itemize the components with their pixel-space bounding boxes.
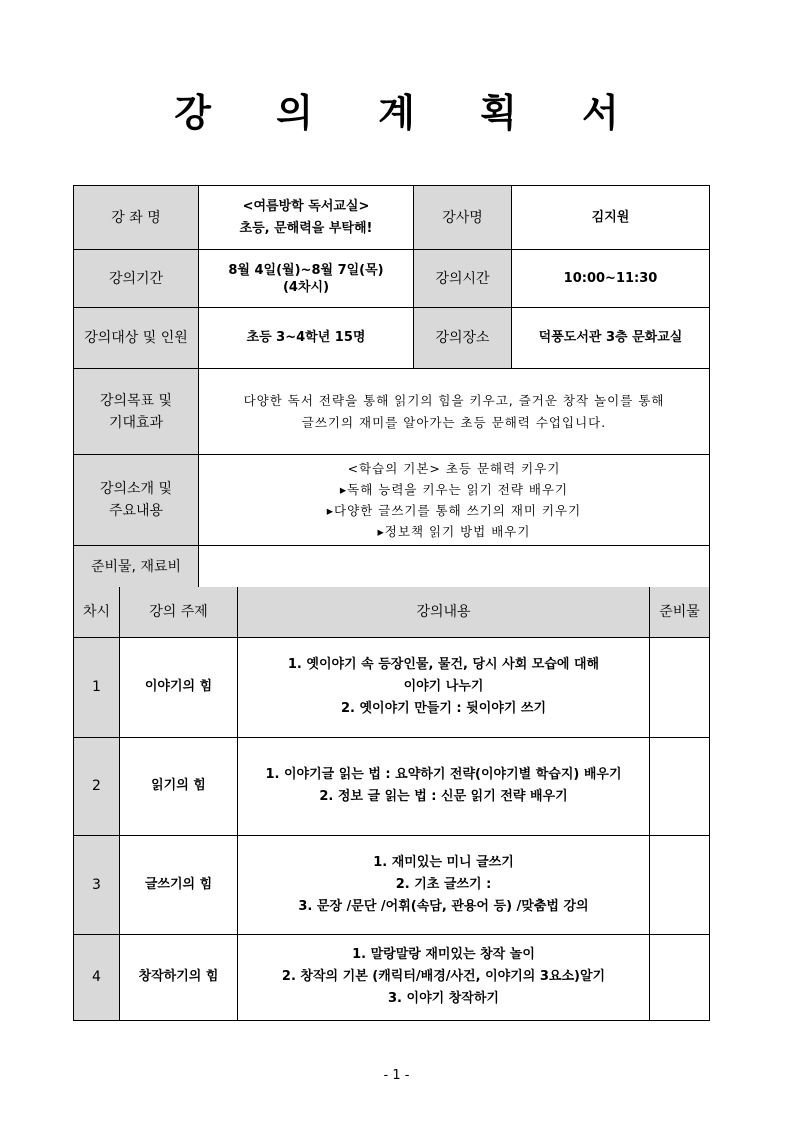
page-number: - 1 - <box>383 1068 410 1083</box>
content-line: 이야기 나누기 <box>403 679 484 694</box>
goal-label-line1: 강의목표 및 <box>99 392 173 409</box>
table-row <box>74 835 710 934</box>
content-line: 1. 옛이야기 속 등장인물, 물건, 당시 사회 모습에 대해 <box>287 657 600 672</box>
session-topic: 이야기의 힘 <box>120 637 238 737</box>
content-line: 1. 말랑말랑 재미있는 창작 놀이 <box>352 947 535 962</box>
intro-line: ▸다양한 글쓰기를 통해 쓰기의 재미 키우기 <box>326 503 582 518</box>
session-content <box>238 835 650 934</box>
course-name-value <box>199 186 414 250</box>
intro-label-line1: 강의소개 및 <box>99 481 173 497</box>
session-materials <box>650 637 710 737</box>
instructor-value: 김지원 <box>512 186 710 250</box>
goal-label <box>74 369 199 455</box>
session-number: 3 <box>74 835 120 934</box>
content-line: 3. 문장 /문단 /어휘(속담, 관용어 등) /맞춤법 강의 <box>298 898 589 914</box>
goal-line2: 글쓰기의 재미를 알아가는 초등 문해력 수업입니다. <box>301 414 607 430</box>
session-materials <box>650 835 710 934</box>
period-label: 강의기간 <box>74 250 199 308</box>
plan-materials-header: 준비물 <box>650 587 710 637</box>
session-topic: 읽기의 힘 <box>120 737 238 835</box>
time-label: 강의시간 <box>414 250 512 308</box>
course-name-line1: <여름방학 독서교실> <box>242 198 370 214</box>
session-content <box>238 637 650 737</box>
content-line: 1. 이야기글 읽는 법 : 요약하기 전략(이야기별 학습지) 배우기 <box>265 767 622 782</box>
session-topic: 글쓰기의 힘 <box>120 835 238 934</box>
session-number: 1 <box>74 637 120 737</box>
content-header: 강의내용 <box>238 587 650 637</box>
session-topic: 창작하기의 힘 <box>120 934 238 1020</box>
content-line: 2. 창작의 기본 (캐릭터/배경/사건, 이야기의 3요소)알기 <box>281 969 606 984</box>
table-row <box>74 737 710 835</box>
table-row <box>74 637 710 737</box>
session-content <box>238 934 650 1020</box>
period-line1: 8월 4일(월)~8월 7일(목) <box>228 262 384 278</box>
course-info-table <box>73 185 710 588</box>
location-value: 덕풍도서관 3층 문화교실 <box>512 308 710 369</box>
instructor-label: 강사명 <box>414 186 512 250</box>
content-line: 3. 이야기 창작하기 <box>388 991 499 1006</box>
intro-value <box>199 455 710 546</box>
intro-line: <학습의 기본> 초등 문해력 키우기 <box>347 461 561 476</box>
goal-label-line2: 기대효과 <box>108 414 164 431</box>
session-content <box>238 737 650 835</box>
content-line: 1. 재미있는 미니 글쓰기 <box>373 854 514 870</box>
period-line2: (4차시) <box>282 279 330 295</box>
content-line: 2. 정보 글 읽는 법 : 신문 읽기 전략 배우기 <box>319 789 568 804</box>
course-name-label: 강 좌 명 <box>74 186 199 250</box>
session-number: 2 <box>74 737 120 835</box>
course-name-line2: 초등, 문해력을 부탁해! <box>239 220 373 236</box>
location-label: 강의장소 <box>414 308 512 369</box>
intro-line: ▸정보책 읽기 방법 배우기 <box>377 524 531 539</box>
table-row <box>74 934 710 1020</box>
document-title: 강 의 계 획 서 <box>174 91 645 135</box>
topic-header: 강의 주제 <box>120 587 238 637</box>
materials-value <box>199 546 710 588</box>
intro-label-line2: 주요내용 <box>108 503 164 519</box>
materials-label: 준비물, 재료비 <box>74 546 199 588</box>
target-label: 강의대상 및 인원 <box>74 308 199 369</box>
session-header: 차시 <box>74 587 120 637</box>
content-line: 2. 기초 글쓰기 : <box>395 876 492 892</box>
period-value <box>199 250 414 308</box>
session-materials <box>650 737 710 835</box>
goal-line1: 다양한 독서 전략을 통해 읽기의 힘을 키우고, 즐거운 창작 놀이를 통해 <box>243 392 665 408</box>
intro-line: ▸독해 능력을 키우는 읽기 전략 배우기 <box>339 482 569 497</box>
goal-value <box>199 369 710 455</box>
intro-label <box>74 455 199 546</box>
session-number: 4 <box>74 934 120 1020</box>
time-value: 10:00~11:30 <box>512 250 710 308</box>
session-materials <box>650 934 710 1020</box>
content-line: 2. 옛이야기 만들기 : 뒷이야기 쓰기 <box>340 701 547 716</box>
session-plan-table <box>73 587 710 1021</box>
target-value: 초등 3~4학년 15명 <box>199 308 414 369</box>
